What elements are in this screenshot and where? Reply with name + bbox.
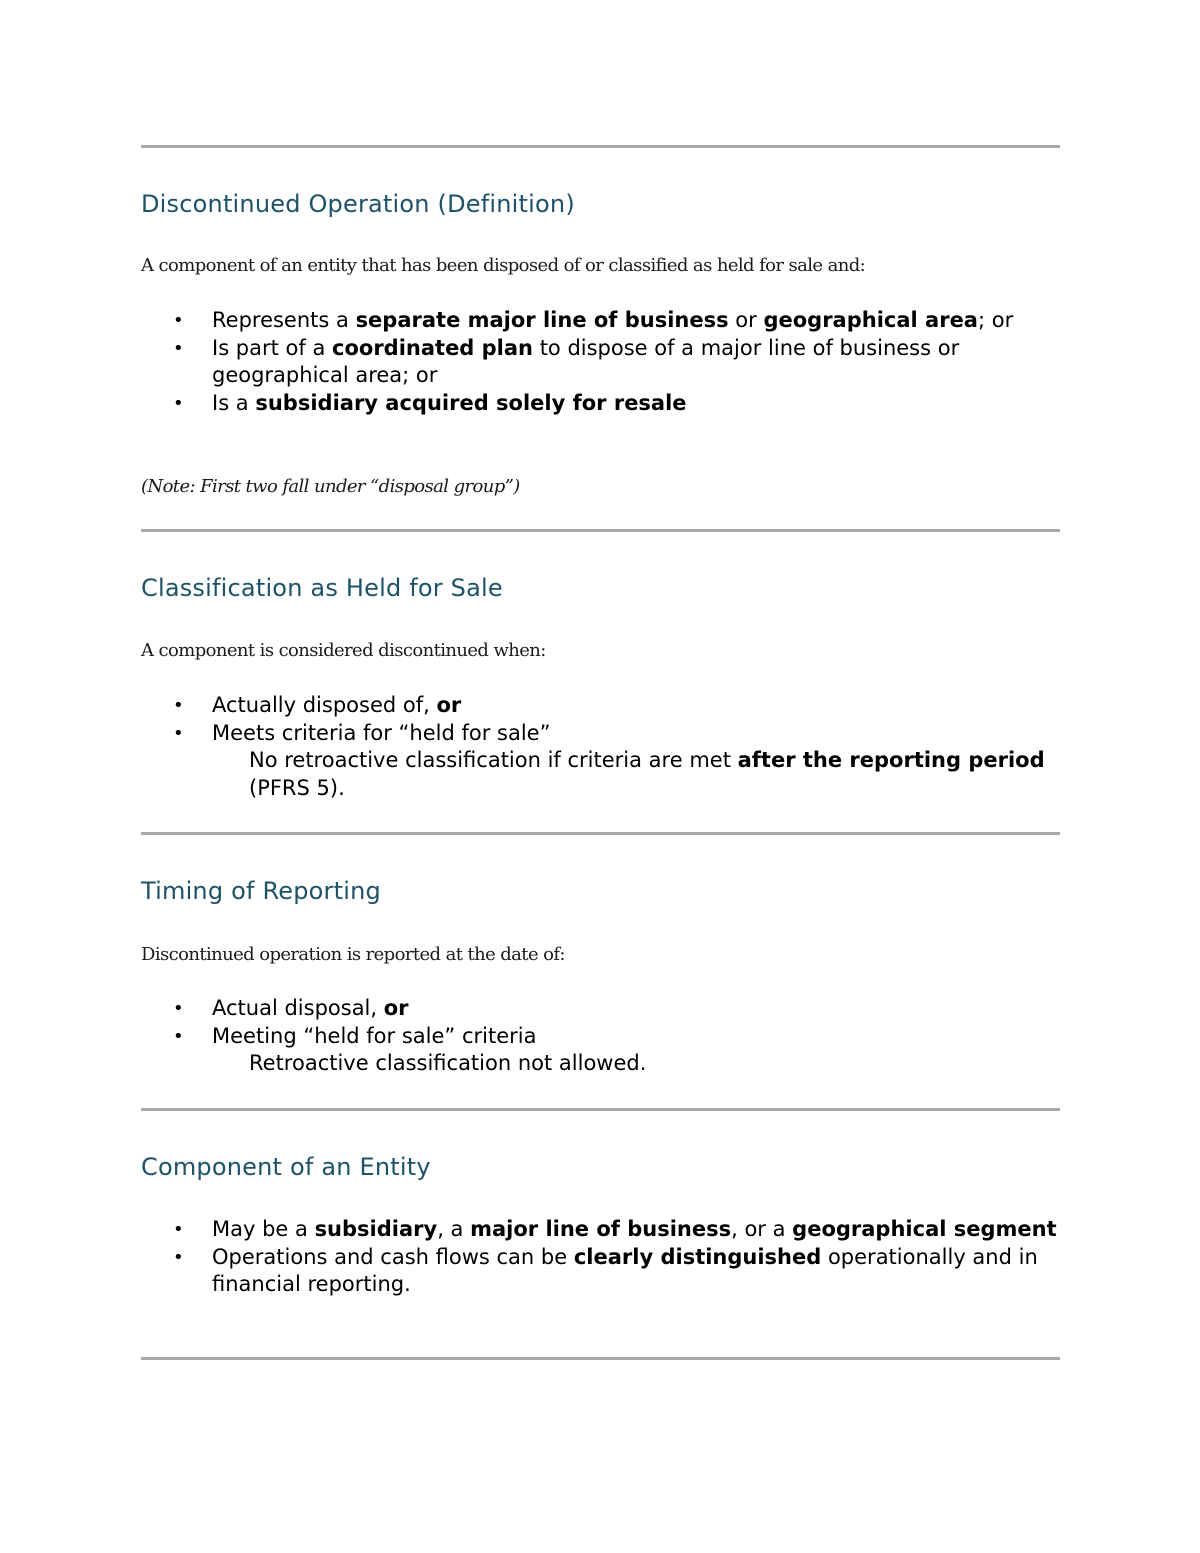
list-item: • Represents a separate major line of business or geographical area; or (141, 307, 1060, 335)
list-item: • Is a subsidiary acquired solely for resale (141, 390, 1060, 418)
list-subnote: Retroactive classification not allowed. (249, 1051, 647, 1075)
divider (141, 529, 1060, 532)
list-item: • Actually disposed of, or (141, 692, 1060, 720)
divider (141, 832, 1060, 835)
list-item: • Is part of a coordinated plan to dispose of a major line of business or geographical area; or (173, 335, 960, 387)
bullet-list (141, 307, 1060, 417)
list-item: • May be a subsidiary, a major line of business, or a geographical segment (141, 1216, 1060, 1244)
bullet-icon: • (173, 722, 184, 744)
list-item: • Actual disposal, or (141, 995, 1060, 1023)
section-note: (Note: First two fall under “disposal group”) (141, 476, 520, 497)
section-heading-timing: Timing of Reporting (141, 877, 381, 905)
divider (141, 1357, 1060, 1360)
list-item: • Meeting “held for sale” criteria Retroactive classification not allowed. (141, 1023, 1060, 1078)
list-item: • Operations and cash flows can be clearly distinguished operationally and in financial reporting. (173, 1244, 1038, 1296)
section-intro: Discontinued operation is reported at the date of: (141, 944, 565, 965)
bullet-icon: • (173, 1246, 184, 1268)
bullet-icon: • (173, 998, 184, 1019)
bullet-icon: • (173, 1219, 184, 1240)
bullet-icon: • (173, 1025, 184, 1047)
bullet-list (141, 995, 1060, 1078)
section-intro: A component of an entity that has been disposed of or classified as held for sale and: (141, 255, 866, 276)
section-intro: A component is considered discontinued when: (141, 640, 546, 661)
bullet-list (141, 1216, 1060, 1299)
section-heading-classification: Classification as Held for Sale (141, 574, 503, 602)
bullet-icon: • (173, 392, 184, 414)
section-heading-component: Component of an Entity (141, 1153, 431, 1181)
bullet-icon: • (173, 695, 184, 716)
section-heading-definition: Discontinued Operation (Definition) (141, 190, 575, 218)
divider (141, 145, 1060, 148)
bullet-icon: • (173, 310, 184, 331)
list-subnote: No retroactive classification if criteria are met after the reporting period (PFRS 5). (249, 748, 1045, 800)
divider (141, 1108, 1060, 1111)
bullet-list (141, 692, 1060, 802)
list-item: • Meets criteria for “held for sale” No retroactive classification if criteria are met after the reporting period (PFRS 5). (141, 720, 1060, 803)
bullet-icon: • (173, 337, 184, 359)
